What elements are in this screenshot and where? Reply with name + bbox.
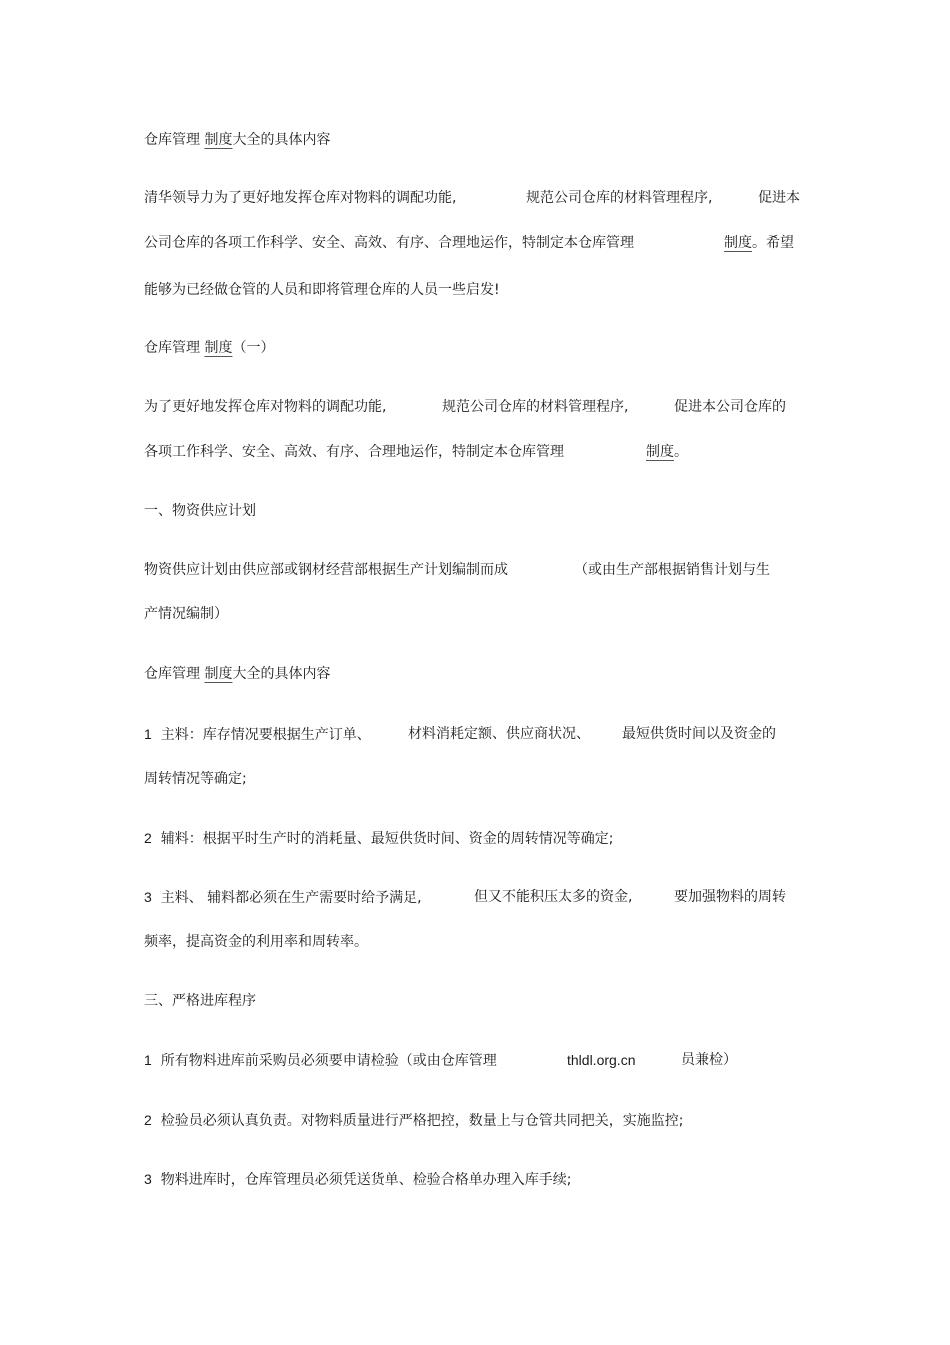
zhidu-link[interactable]: 制度 bbox=[646, 444, 674, 460]
list-item: 1 主料：库存情况要根据生产订单、 bbox=[144, 726, 371, 743]
intro-line-1a: 清华领导力为了更好地发挥仓库对物料的调配功能, bbox=[144, 190, 457, 206]
para2-line-2a: 各项工作科学、安全、高效、有序、合理地运作，特制定本仓库管理 bbox=[144, 444, 564, 460]
intro-line-1b: 规范公司仓库的材料管理程序, bbox=[526, 190, 713, 206]
list-item-cont: 但又不能积压太多的资金, bbox=[474, 889, 633, 905]
para3-line-1a: 物资供应计划由供应部或钢材经营部根据生产计划编制而成 bbox=[144, 562, 508, 578]
para2-line-1b: 规范公司仓库的材料管理程序, bbox=[442, 399, 629, 415]
list-item-cont: 周转情况等确定; bbox=[144, 771, 247, 787]
section-heading: 三、严格进库程序 bbox=[144, 993, 256, 1009]
zhidu-link[interactable]: 制度 bbox=[204, 666, 233, 682]
list-item: 2 检验员必须认真负责。对物料质量进行严格把控，数量上与仓管共同把关，实施监控; bbox=[144, 1112, 684, 1129]
intro-line-3: 能够为已经做仓管的人员和即将管理仓库的人员一些启发! bbox=[144, 282, 500, 298]
zhidu-link[interactable]: 制度 bbox=[724, 235, 752, 251]
zhidu-link[interactable]: 制度 bbox=[204, 340, 233, 356]
list-item-cont: 材料消耗定额、供应商状况、 bbox=[408, 726, 590, 742]
list-item-cont: 要加强物料的周转 bbox=[674, 889, 786, 905]
list-item-cont: 员兼检） bbox=[681, 1052, 737, 1068]
list-item: 2 辅料：根据平时生产时的消耗量、最短供货时间、资金的周转情况等确定; bbox=[144, 830, 614, 847]
intro-line-2a: 公司仓库的各项工作科学、安全、高效、有序、合理地运作，特制定本仓库管理 bbox=[144, 235, 634, 251]
document-title: 仓库管理 制度大全的具体内容 bbox=[144, 132, 331, 148]
para2-line-1c: 促进本公司仓库的 bbox=[674, 399, 786, 415]
section-heading: 仓库管理 制度（一） bbox=[144, 340, 275, 356]
list-item-cont: 最短供货时间以及资金的 bbox=[622, 726, 776, 742]
website-link[interactable]: thldl.org.cn bbox=[567, 1052, 636, 1068]
list-item-cont: 频率，提高资金的利用率和周转率。 bbox=[144, 934, 368, 950]
para3-line-1b: （或由生产部根据销售计划与生 bbox=[574, 562, 770, 578]
para2-line-2-tail: 制度。 bbox=[646, 444, 688, 460]
para2-line-1a: 为了更好地发挥仓库对物料的调配功能, bbox=[144, 399, 387, 415]
para3-line-2: 产情况编制） bbox=[144, 606, 228, 622]
list-item: 3 物料进库时，仓库管理员必须凭送货单、检验合格单办理入库手续; bbox=[144, 1171, 572, 1188]
intro-line-2-tail: 制度。希望 bbox=[724, 235, 794, 251]
section-heading: 仓库管理 制度大全的具体内容 bbox=[144, 666, 331, 682]
list-item: 3 主料、 辅料都必须在生产需要时给予满足, bbox=[144, 889, 422, 906]
section-heading: 一、物资供应计划 bbox=[144, 503, 256, 519]
list-item: 1 所有物料进库前采购员必须要申请检验（或由仓库管理 bbox=[144, 1052, 497, 1069]
intro-line-1c: 促进本 bbox=[758, 190, 800, 206]
zhidu-link[interactable]: 制度 bbox=[204, 132, 233, 148]
